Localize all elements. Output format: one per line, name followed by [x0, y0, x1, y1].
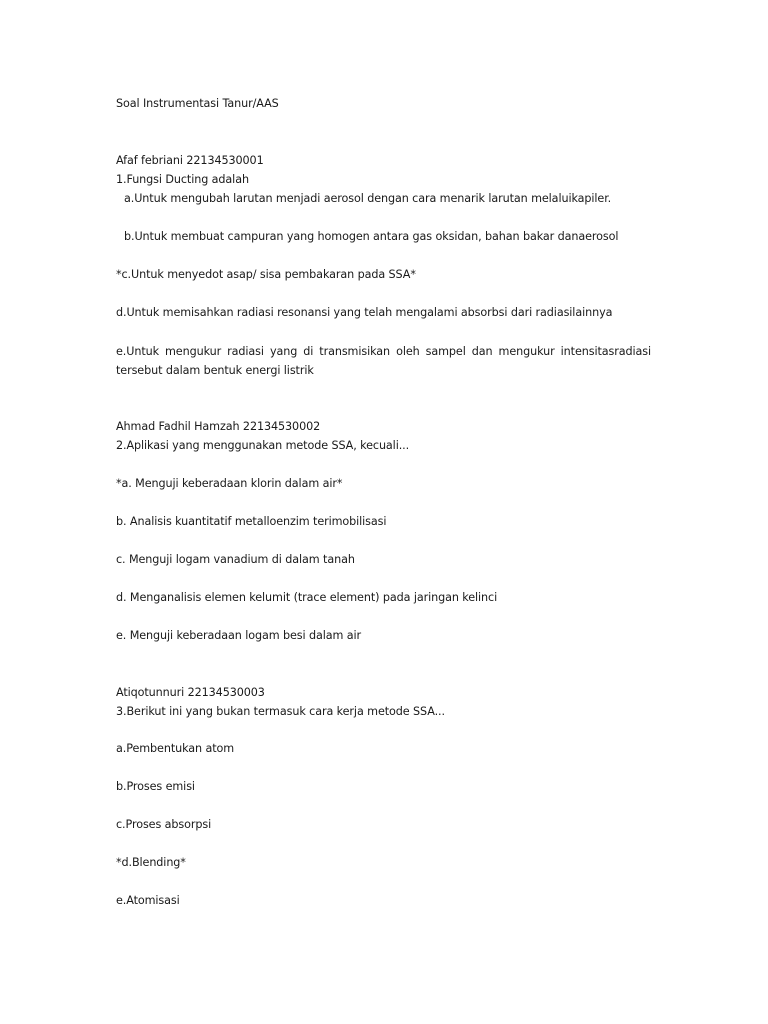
question-1-option-d: d.Untuk memisahkan radiasi resonansi yang telah mengalami absorbsi dari radiasilainnya — [116, 306, 613, 319]
question-3-option-b: b.Proses emisi — [116, 780, 195, 793]
question-2-author: Ahmad Fadhil Hamzah 22134530002 — [116, 420, 321, 433]
question-3-option-e: e.Atomisasi — [116, 894, 180, 907]
question-3-option-c: c.Proses absorpsi — [116, 818, 212, 831]
question-1-option-c: *c.Untuk menyedot asap/ sisa pembakaran pada SSA* — [116, 268, 416, 281]
question-2-option-e: e. Menguji keberadaan logam besi dalam air — [116, 629, 362, 642]
question-1-option-b: b.Untuk membuat campuran yang homogen antara gas oksidan, bahan bakar danaerosol — [124, 230, 619, 243]
question-3-text: 3.Berikut ini yang bukan termasuk cara kerja metode SSA... — [116, 705, 445, 718]
question-1-option-e: e.Untuk mengukur radiasi yang di transmisikan oleh sampel dan mengukur intensitasradiasi tersebut dalam bentuk energi listrik — [116, 345, 651, 377]
question-3-author: Atiqotunnuri 22134530003 — [116, 686, 265, 699]
question-2-option-a: *a. Menguji keberadaan klorin dalam air* — [116, 477, 343, 490]
question-3-option-a: a.Pembentukan atom — [116, 742, 235, 755]
question-2-option-d: d. Menganalisis elemen kelumit (trace element) pada jaringan kelinci — [116, 591, 498, 604]
question-1-text: 1.Fungsi Ducting adalah — [116, 173, 249, 186]
document-title: Soal Instrumentasi Tanur/AAS — [116, 97, 279, 110]
question-2-option-b: b. Analisis kuantitatif metalloenzim terimobilisasi — [116, 515, 387, 528]
question-3-option-d: *d.Blending* — [116, 856, 186, 869]
question-2-text: 2.Aplikasi yang menggunakan metode SSA, kecuali... — [116, 439, 410, 452]
question-1-option-a: a.Untuk mengubah larutan menjadi aerosol dengan cara menarik larutan melaluikapiler. — [124, 192, 612, 205]
question-2-option-c: c. Menguji logam vanadium di dalam tanah — [116, 553, 355, 566]
question-1-author: Afaf febriani 22134530001 — [116, 154, 264, 167]
